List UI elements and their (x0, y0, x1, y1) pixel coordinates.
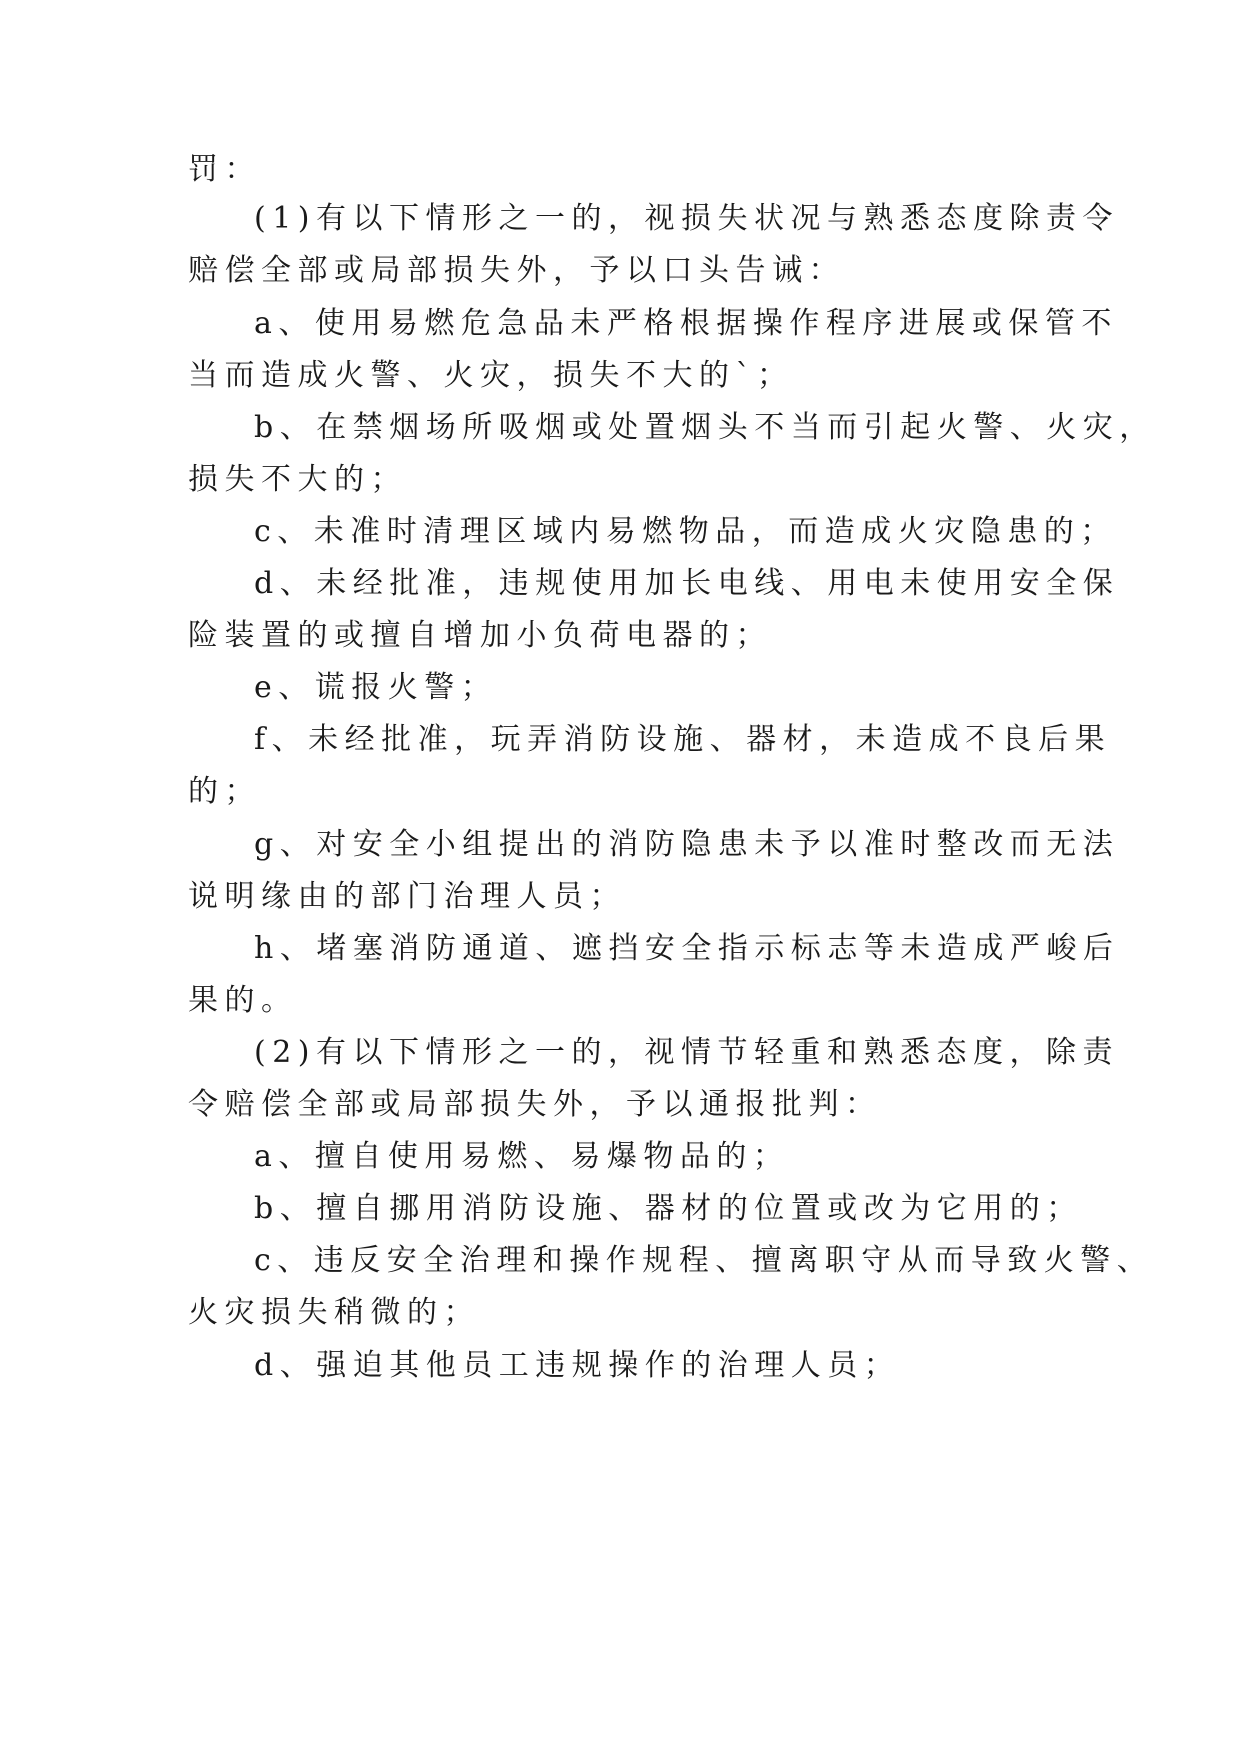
text-line: 当而造成火警、火灾，损失不大的`； (188, 358, 794, 393)
list-item: g、对安全小组提出的消防隐患未予以准时整改而无法 (254, 827, 1120, 862)
list-item: d、未经批准，违规使用加长电线、用电未使用安全保 (254, 566, 1120, 601)
text-line: 的； (188, 774, 261, 809)
text-line: 火灾损失稍微的； (188, 1295, 480, 1330)
list-item: b、擅自挪用消防设施、器材的位置或改为它用的； (254, 1191, 1083, 1226)
text-line: 说明缘由的部门治理人员； (188, 879, 626, 914)
clause-heading: (1)有以下情形之一的，视损失状况与熟悉态度除责令 (254, 201, 1119, 236)
list-item: a、擅自使用易燃、易爆物品的； (254, 1139, 790, 1174)
text-line: 罚： (188, 152, 261, 187)
list-item: a、使用易燃危急品未严格根据操作程序进展或保管不 (254, 306, 1118, 341)
list-item: d、强迫其他员工违规操作的治理人员； (254, 1348, 901, 1383)
list-item: c、未准时清理区域内易燃物品，而造成火灾隐患的； (254, 514, 1117, 549)
text-line: 令赔偿全部或局部损失外，予以通报批判： (188, 1087, 882, 1122)
text-line: 险装置的或擅自增加小负荷电器的； (188, 618, 772, 653)
list-item: b、在禁烟场所吸烟或处置烟头不当而引起火警、火灾， (254, 410, 1156, 445)
text-line: 果的。 (188, 983, 298, 1018)
list-item: e、谎报火警； (254, 670, 498, 705)
clause-heading: (2)有以下情形之一的，视情节轻重和熟悉态度，除责 (254, 1035, 1119, 1070)
list-item: h、堵塞消防通道、遮挡安全指示标志等未造成严峻后 (254, 931, 1120, 966)
text-line: 赔偿全部或局部损失外，予以口头告诫： (188, 253, 845, 288)
list-item: c、违反安全治理和操作规程、擅离职守从而导致火警、 (254, 1243, 1154, 1278)
text-line: 损失不大的； (188, 462, 407, 497)
list-item: f、未经批准，玩弄消防设施、器材，未造成不良后果 (254, 722, 1112, 757)
